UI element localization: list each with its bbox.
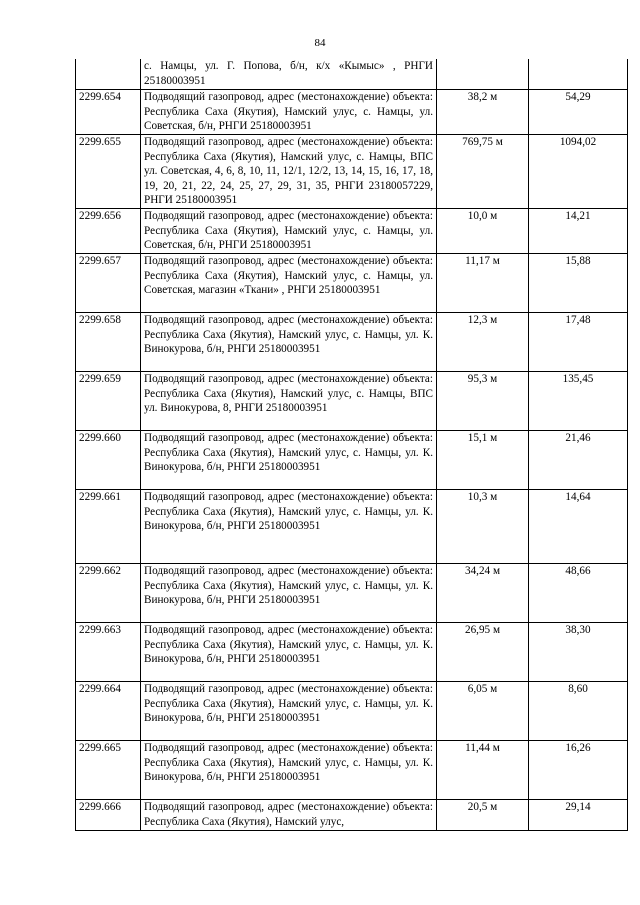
cell-length: 95,3 м <box>437 372 529 431</box>
cell-value <box>529 59 628 90</box>
cell-value: 48,66 <box>529 564 628 623</box>
cell-number: 2299.659 <box>76 372 141 431</box>
cell-length: 10,0 м <box>437 209 529 254</box>
table-row <box>76 431 628 490</box>
cell-length: 11,44 м <box>437 741 529 800</box>
cell-value: 38,30 <box>529 623 628 682</box>
cell-value: 14,21 <box>529 209 628 254</box>
cell-value: 17,48 <box>529 313 628 372</box>
cell-number: 2299.661 <box>76 490 141 564</box>
table-row <box>76 623 628 682</box>
cell-number: 2299.664 <box>76 682 141 741</box>
cell-number: 2299.657 <box>76 254 141 313</box>
cell-length: 38,2 м <box>437 90 529 135</box>
cell-number: 2299.654 <box>76 90 141 135</box>
cell-number: 2299.658 <box>76 313 141 372</box>
cell-number: 2299.655 <box>76 135 141 209</box>
table-row <box>76 90 628 135</box>
registry-table <box>75 59 628 831</box>
cell-value: 8,60 <box>529 682 628 741</box>
cell-description: Подводящий газопровод, адрес (местонахождение) объекта: Республика Саха (Якутия), Намский улус, с. Намцы, ул. К. Винокурова, б/н, РНГИ 25180003951 <box>141 490 437 564</box>
cell-description: Подводящий газопровод, адрес (местонахождение) объекта: Республика Саха (Якутия), Намский улус, с. Намцы, ВПС ул. Советская, 4, 6, 8, 10, 11, 12/1, 12/2, 13, 14, 15, 16, 17, 18, 19, 20, 21, 22, 24, 25, 27, 29, 31, 35, РНГИ 23180057229, РНГИ 25180003951 <box>141 135 437 209</box>
cell-value: 29,14 <box>529 800 628 831</box>
cell-number: 2299.656 <box>76 209 141 254</box>
cell-length: 10,3 м <box>437 490 529 564</box>
table-row <box>76 254 628 313</box>
table-row-continuation <box>76 59 628 90</box>
cell-description: Подводящий газопровод, адрес (местонахождение) объекта: Республика Саха (Якутия), Намский улус, с. Намцы, ул. К. Винокурова, б/н, РНГИ 25180003951 <box>141 623 437 682</box>
cell-length: 12,3 м <box>437 313 529 372</box>
cell-description: Подводящий газопровод, адрес (местонахождение) объекта: Республика Саха (Якутия), Намский улус, <box>141 800 437 831</box>
cell-length <box>437 59 529 90</box>
cell-length: 15,1 м <box>437 431 529 490</box>
table-row <box>76 372 628 431</box>
table-row <box>76 800 628 831</box>
cell-value: 14,64 <box>529 490 628 564</box>
cell-description: Подводящий газопровод, адрес (местонахождение) объекта: Республика Саха (Якутия), Намский улус, с. Намцы, ул. Советская, магазин «Ткани» , РНГИ 25180003951 <box>141 254 437 313</box>
cell-description: Подводящий газопровод, адрес (местонахождение) объекта: Республика Саха (Якутия), Намский улус, с. Намцы, ул. К. Винокурова, б/н, РНГИ 25180003951 <box>141 313 437 372</box>
cell-description: Подводящий газопровод, адрес (местонахождение) объекта: Республика Саха (Якутия), Намский улус, с. Намцы, ул. Советская, б/н, РНГИ 25180003951 <box>141 90 437 135</box>
cell-number: 2299.666 <box>76 800 141 831</box>
cell-description: Подводящий газопровод, адрес (местонахождение) объекта: Республика Саха (Якутия), Намский улус, с. Намцы, ул. К. Винокурова, б/н, РНГИ 25180003951 <box>141 431 437 490</box>
cell-value: 16,26 <box>529 741 628 800</box>
page-number: 84 <box>314 37 326 49</box>
cell-description: Подводящий газопровод, адрес (местонахождение) объекта: Республика Саха (Якутия), Намский улус, с. Намцы, ул. К. Винокурова, б/н, РНГИ 25180003951 <box>141 682 437 741</box>
cell-length: 26,95 м <box>437 623 529 682</box>
table-row <box>76 564 628 623</box>
cell-value: 15,88 <box>529 254 628 313</box>
cell-length: 11,17 м <box>437 254 529 313</box>
cell-number: 2299.663 <box>76 623 141 682</box>
table-row <box>76 682 628 741</box>
cell-value: 1094,02 <box>529 135 628 209</box>
cell-description: Подводящий газопровод, адрес (местонахождение) объекта: Республика Саха (Якутия), Намский улус, с. Намцы, ул. К. Винокурова, б/н, РНГИ 25180003951 <box>141 741 437 800</box>
cell-length: 20,5 м <box>437 800 529 831</box>
table-row <box>76 313 628 372</box>
cell-description: Подводящий газопровод, адрес (местонахождение) объекта: Республика Саха (Якутия), Намский улус, с. Намцы, ул. К. Винокурова, б/н, РНГИ 25180003951 <box>141 564 437 623</box>
cell-number: 2299.662 <box>76 564 141 623</box>
cell-value: 54,29 <box>529 90 628 135</box>
cell-length: 6,05 м <box>437 682 529 741</box>
cell-number: 2299.665 <box>76 741 141 800</box>
table-row <box>76 135 628 209</box>
cell-length: 769,75 м <box>437 135 529 209</box>
cell-number <box>76 59 141 90</box>
cell-description: с. Намцы, ул. Г. Попова, б/н, к/х «Кымыс» , РНГИ 25180003951 <box>141 59 437 90</box>
cell-number: 2299.660 <box>76 431 141 490</box>
cell-length: 34,24 м <box>437 564 529 623</box>
table-row <box>76 209 628 254</box>
cell-description: Подводящий газопровод, адрес (местонахождение) объекта: Республика Саха (Якутия), Намский улус, с. Намцы, ВПС ул. Винокурова, 8, РНГИ 25180003951 <box>141 372 437 431</box>
table-row <box>76 490 628 564</box>
cell-description: Подводящий газопровод, адрес (местонахождение) объекта: Республика Саха (Якутия), Намский улус, с. Намцы, ул. Советская, б/н, РНГИ 25180003951 <box>141 209 437 254</box>
table-row <box>76 741 628 800</box>
cell-value: 135,45 <box>529 372 628 431</box>
cell-value: 21,46 <box>529 431 628 490</box>
